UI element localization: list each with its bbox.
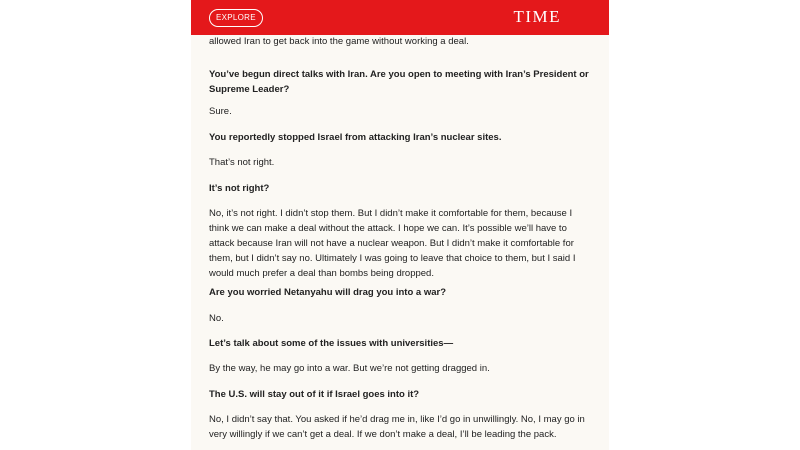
question-paragraph: You’ve begun direct talks with Iran. Are you open to meeting with Iran’s President or Supreme Leader? — [209, 69, 589, 95]
answer-paragraph: No, I didn’t say that. You asked if he’d drag me in, like I’d go in unwillingly. No, I may go in very willingly if we can’t get a deal. If we don’t make a deal, I’ll be leading the pack. — [209, 414, 585, 440]
answer-paragraph: That’s not right. — [209, 157, 275, 168]
site-header — [191, 0, 609, 35]
question-paragraph: Are you worried Netanyahu will drag you into a war? — [209, 287, 447, 298]
answer-paragraph: allowed Iran to get back into the game without working a deal. — [209, 36, 469, 47]
time-logo[interactable]: TIME — [513, 7, 561, 26]
answer-paragraph: No, it’s not right. I didn’t stop them. But I didn’t make it comfortable for them, because I think we can make a deal without the attack. I hope we can. It’s possible we’ll have to attack because Iran will not have a nuclear weapon. But I didn’t make it comfortable for them, but I didn’t say no. Ultimately I was going to leave that choice to them, but I said I would much prefer a deal than bombs being dropped. — [209, 208, 576, 279]
answer-paragraph: No. — [209, 313, 224, 324]
question-paragraph: You reportedly stopped Israel from attacking Iran’s nuclear sites. — [209, 132, 502, 143]
explore-button[interactable]: EXPLORE — [209, 9, 263, 27]
question-paragraph: Let’s talk about some of the issues with universities— — [209, 338, 454, 349]
answer-paragraph: By the way, he may go into a war. But we’re not getting dragged in. — [209, 363, 490, 374]
answer-paragraph: Sure. — [209, 106, 232, 117]
question-paragraph: It’s not right? — [209, 183, 270, 194]
article-column — [191, 0, 609, 450]
question-paragraph: The U.S. will stay out of it if Israel goes into it? — [209, 389, 420, 400]
